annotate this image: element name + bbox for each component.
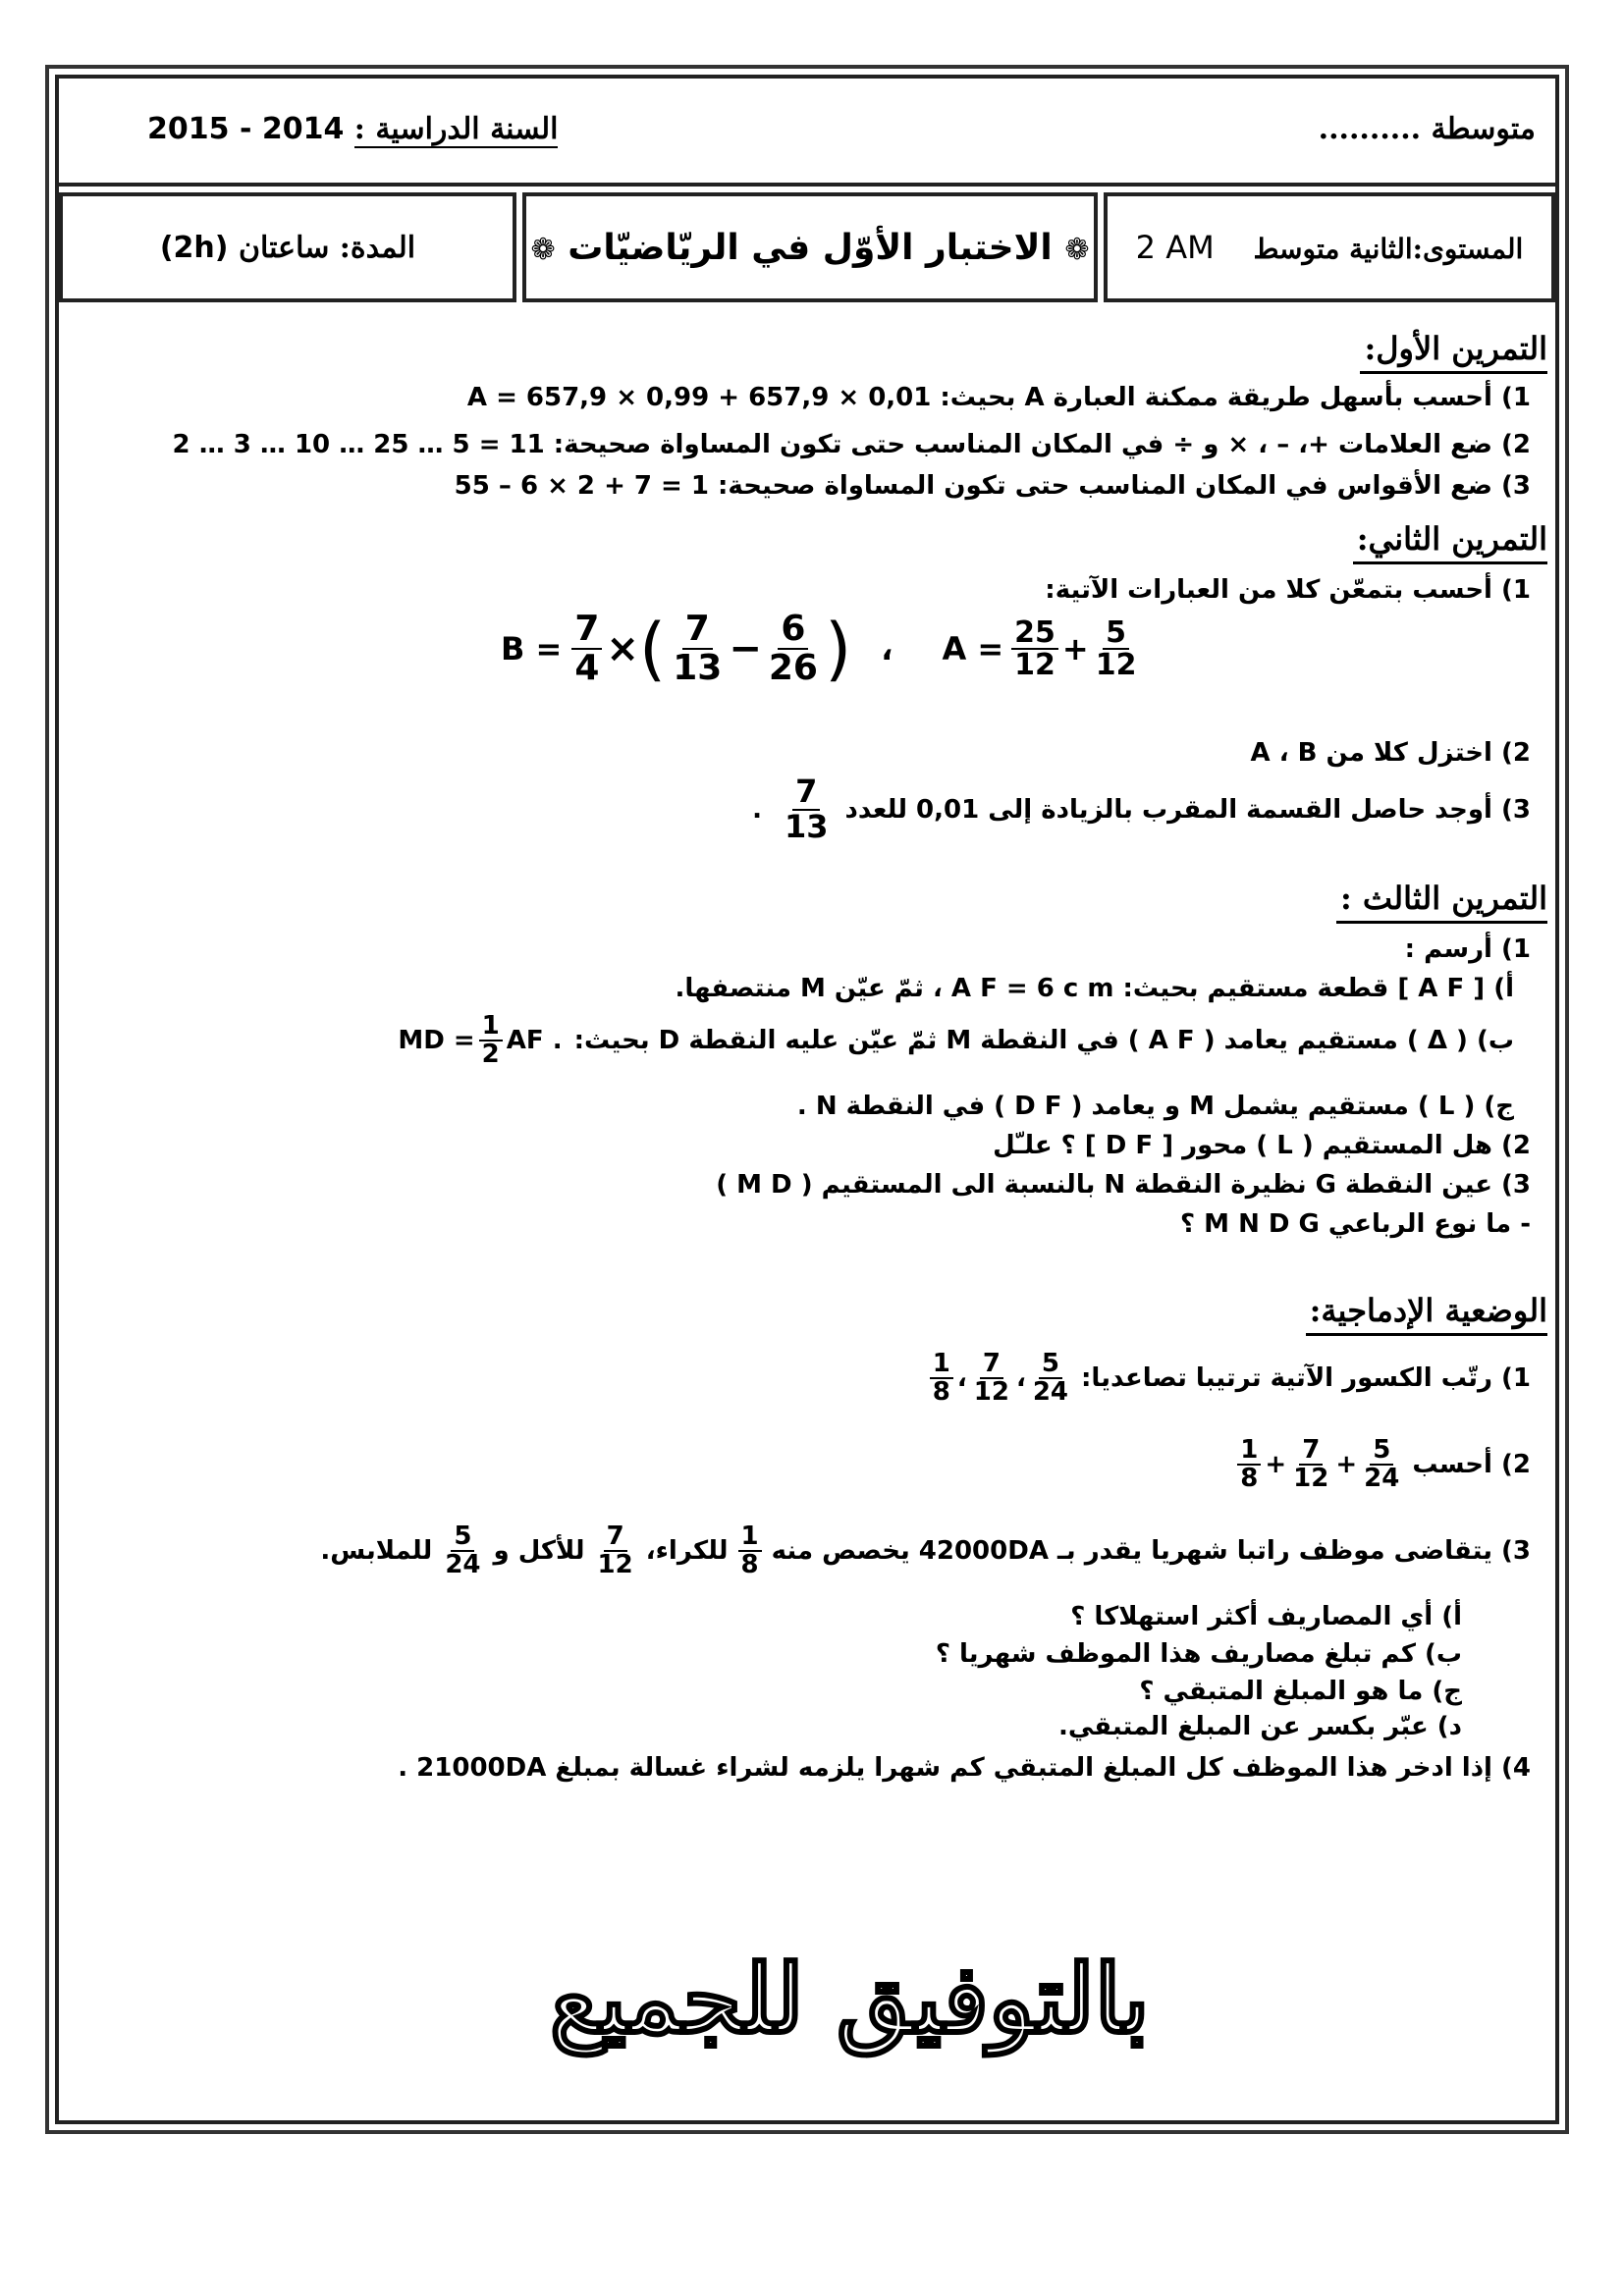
duration-label: المدة: ساعتان: [238, 230, 416, 265]
ex3-title: التمرين الثالث :: [1336, 880, 1547, 924]
year-label: السنة الدراسية :: [353, 112, 559, 146]
integ-q1-text: 1) رتّب الكسور الآتية ترتيبا تصاعديا:: [1081, 1363, 1531, 1394]
ex3-q1b: [398, 1013, 1514, 1069]
times-icon: ×: [606, 626, 639, 671]
integ-q1-frac-3: $\frac{1}{8}$: [930, 1351, 953, 1407]
flourish-right-icon: ❁: [1064, 232, 1090, 267]
integ-q3c: ج) ما هو المبلغ المتبقي ؟: [1139, 1677, 1462, 1706]
flourish-left-icon: ❁: [530, 232, 556, 267]
integ-q3-text-a: 3) يتقاضى موظف راتبا شهريا يقدر بـ 42000DA يخصص منه: [771, 1536, 1531, 1567]
expr-b-lhs: B =: [501, 630, 563, 667]
expr-separator: ،: [881, 630, 893, 667]
ex3-q1b-text: ب) ( Δ ) مستقيم يعامد ( A F ) في النقطة M ثمّ عيّن عليه النقطة D بحيث:: [573, 1026, 1514, 1056]
ex3-q1a: أ) [ A F ] قطعة مستقيم بحيث: A F = 6 c m ، ثمّ عيّن M منتصفها.: [675, 974, 1514, 1003]
integ-title: الوضعية الإدماجية:: [1306, 1292, 1547, 1336]
integ-q2-frac-3: $\frac{1}{8}$: [1237, 1437, 1261, 1493]
integ-q3-frac-rent: $\frac{1}{8}$: [738, 1523, 762, 1579]
exam-title: الاختبار الأوّل في الريّاضيّات: [568, 227, 1053, 268]
paren-close-icon: ): [824, 609, 852, 689]
ex2-q2: 2) اختزل كلا من A ، B: [1250, 738, 1531, 768]
integ-q2-frac-1: $\frac{5}{24}$: [1364, 1435, 1400, 1494]
duration-cell: [59, 192, 516, 302]
year-value: 2015 - 2014: [147, 112, 345, 146]
expr-a-lhs: A =: [942, 630, 1004, 667]
plus-icon: +: [1061, 630, 1089, 667]
integ-q4: 4) إذا ادخر هذا الموظف كل المبلغ المتبقي كم شهرا يلزمه لشراء غسالة بمبلغ 21000DA .: [398, 1753, 1531, 1783]
ex3-q1: 1) أرسم :: [1404, 934, 1531, 964]
integ-q1: 1) رتّب الكسور الآتية ترتيبا تصاعديا: $\frac{5}{24}$ ، $\frac{7}{12}$ ، $\frac{1}{8}$: [926, 1351, 1531, 1407]
school-name: متوسطة ..........: [1318, 112, 1536, 146]
paren-open-icon: (: [638, 609, 667, 689]
ex2-q1: 1) أحسب بتمعّن كلا من العبارات الآتية:: [1045, 575, 1531, 605]
integ-q3-frac-clothes: $\frac{5}{24}$: [445, 1522, 481, 1580]
integ-q3b: ب) كم تبلغ مصاريف هذا الموظف شهريا ؟: [935, 1639, 1462, 1669]
minus-icon: −: [729, 626, 762, 671]
header-row-2: [59, 192, 1555, 302]
ex2-q3: [752, 775, 1531, 843]
school-year: [147, 112, 558, 146]
level-code: 2 AM: [1135, 229, 1215, 266]
header-row-1: [59, 79, 1555, 187]
expr-b-frac-3: $\frac{6}{26}$: [768, 609, 818, 688]
integ-q2-frac-2: $\frac{7}{12}$: [1293, 1435, 1329, 1494]
integ-q3a: أ) أي المصاريف أكثر استهلاكا ؟: [1070, 1602, 1462, 1631]
ex1-q3: 3) ضع الأقواس في المكان المناسب حتى تكون المساواة صحيحة: 1 = 7 + 2 × 6 – 55: [454, 471, 1531, 501]
ex2-q3-frac: $\frac{7}{13}$: [785, 773, 829, 845]
level-cell: [1104, 192, 1555, 302]
ex3-q2: 2) هل المستقيم ( L ) محور [ D F ] ؟ علـّل: [993, 1131, 1531, 1160]
ex2-title: التمرين الثاني:: [1353, 520, 1547, 564]
ex2-expressions: [501, 609, 1143, 689]
expr-b-frac-2: $\frac{7}{13}$: [673, 609, 723, 688]
ex1-title: التمرين الأول:: [1360, 330, 1547, 374]
integ-q1-frac-1: $\frac{5}{24}$: [1032, 1349, 1069, 1408]
integ-q3-frac-food: $\frac{7}{12}$: [597, 1522, 633, 1580]
ex3-q3: 3) عين النقطة G نظيرة النقطة N بالنسبة الى المستقيم ( M D ): [716, 1170, 1531, 1200]
ex3-q1c: ج) ( L ) مستقيم يشمل M و يعامد ( D F ) في النقطة N .: [796, 1092, 1514, 1121]
ex2-q3-text: 3) أوجد حاصل القسمة المقرب بالزيادة إلى 0,01 للعدد: [844, 794, 1531, 825]
expr-a-frac-2: $\frac{5}{12}$: [1095, 614, 1137, 682]
duration-value: (2h): [159, 230, 229, 265]
ex1-q2: 2) ضع العلامات +، – ، × و ÷ في المكان المناسب حتى تكون المساواة صحيحة: 11 = 5 … 25 … 10 … 3 … 2: [172, 430, 1531, 459]
integ-q3-text-d: للملابس.: [320, 1536, 433, 1567]
ex3-q1b-expr: MD = $\frac{1}{2}$ AF .: [398, 1011, 563, 1070]
ex2-q3-dot: .: [752, 794, 763, 825]
title-cell: [522, 192, 1098, 302]
closing-wish: بالتوفيق للجميع: [550, 1944, 1150, 2055]
integ-q2-text: 2) أحسب: [1412, 1450, 1531, 1480]
integ-q3d: د) عبّر بكسر عن المبلغ المتبقي.: [1057, 1712, 1462, 1741]
integ-q3-text-b: للكراء،: [645, 1536, 729, 1567]
integ-q3: [320, 1523, 1531, 1579]
integ-q3-text-c: للأكل و: [493, 1536, 585, 1567]
expr-a-frac-1: $\frac{25}{12}$: [1011, 617, 1058, 681]
ex3-q1b-frac: $\frac{1}{2}$: [479, 1013, 503, 1069]
ex1-q1: 1) أحسب بأسهل طريقة ممكنة العبارة A بحيث: A = 657,9 × 0,99 + 657,9 × 0,01: [466, 383, 1531, 412]
expr-b-frac-1: $\frac{7}{4}$: [571, 611, 602, 687]
ex3-q3b: - ما نوع الرباعي M N D G ؟: [1180, 1209, 1531, 1239]
level-label: المستوى:الثانية متوسط: [1253, 233, 1524, 265]
integ-q1-frac-2: $\frac{7}{12}$: [973, 1349, 1009, 1408]
integ-q2: 2) أحسب $\frac{5}{24}$ + $\frac{7}{12}$ + $\frac{1}{8}$: [1233, 1437, 1531, 1493]
